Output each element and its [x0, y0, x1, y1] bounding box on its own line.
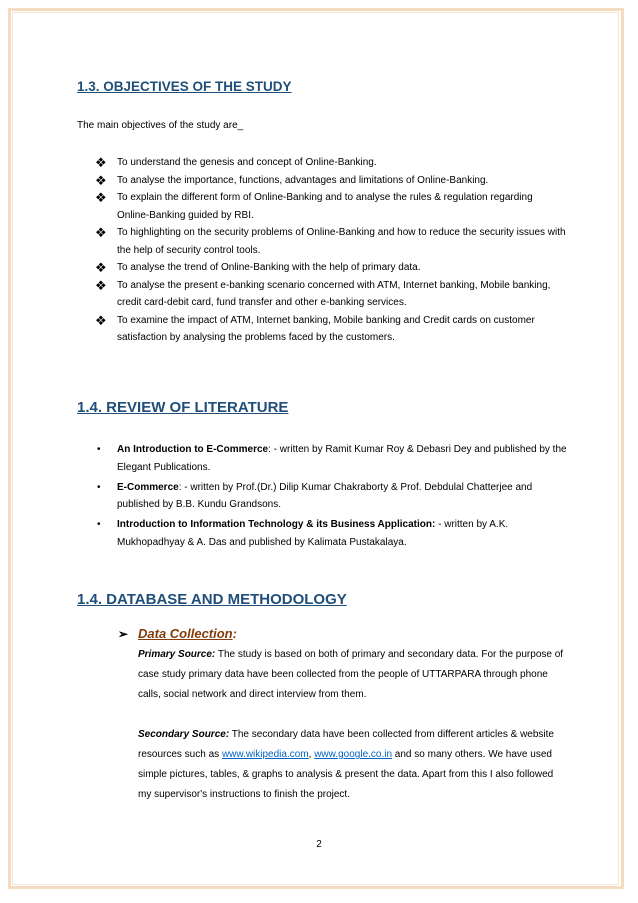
list-item: ❖ To analyse the trend of Online-Banking with the help of primary data. — [95, 260, 421, 275]
data-collection-block — [118, 625, 567, 805]
list-item: • E-Commerce: - written by Prof.(Dr.) Dilip Kumar Chakraborty & Prof. Debdulal Chatterjee and published by B.B. Kundu Grandsons. — [97, 479, 567, 515]
literature-list — [97, 441, 567, 554]
dot-bullet-icon: • — [97, 444, 101, 455]
heading-review-literature: 1.4. REVIEW OF LITERATURE — [77, 399, 289, 416]
list-item: ❖ To highlighting on the security problems of Online-Banking and how to reduce the security issues with the help of security control tools. — [95, 225, 566, 256]
arrow-bullet-icon: ➢ — [118, 627, 129, 641]
list-item: • Introduction to Information Technology & its Business Application: - written by A.K. Mukhopadhyay & A. Das and published by Kalimata Pustakalaya. — [97, 516, 567, 552]
primary-source-paragraph: Primary Source: The study is based on both of primary and secondary data. For the purpose of case study primary data have been collected from the people of UTTARPARA through phone calls, social network and direct interview from them. — [138, 649, 564, 700]
list-item: ❖ To analyse the importance, functions, advantages and limitations of Online-Banking. — [95, 172, 489, 188]
page-number: 2 — [316, 839, 322, 850]
diamond-bullet-icon: ❖ — [95, 277, 107, 293]
objectives-list — [97, 154, 567, 347]
dot-bullet-icon: • — [97, 519, 101, 531]
diamond-bullet-icon: ❖ — [95, 312, 107, 328]
data-collection-title: ➢ Data Collection: — [118, 626, 237, 641]
list-item: ❖ To understand the genesis and concept of Online-Banking. — [95, 155, 377, 170]
heading-objectives: 1.3. OBJECTIVES OF THE STUDY — [77, 79, 292, 94]
diamond-bullet-icon: ❖ — [95, 225, 107, 240]
diamond-bullet-icon: ❖ — [95, 190, 107, 205]
objectives-intro: The main objectives of the study are_ — [77, 120, 244, 131]
heading-database-methodology: 1.4. DATABASE AND METHODOLOGY — [77, 591, 347, 608]
secondary-source-paragraph: Secondary Source: The secondary data have been collected from different articles & website resources such as www.wikipedia.com, www.google.co.in and so many others. We have used simple pictures, tables, & graphs to analysis & present the data. Apart from this I also followed my supervisor's instructions to finish the project. — [138, 729, 554, 800]
list-item: ❖ To explain the different form of Online-Banking and to analyse the rules & regulation regarding Online-Banking guided by RBI. — [95, 190, 533, 221]
list-item: ❖ To analyse the present e-banking scenario concerned with ATM, Internet banking, Mobile banking, credit card-debit card, fund transfer and other e-banking services. — [95, 277, 551, 308]
dot-bullet-icon: • — [97, 481, 101, 493]
diamond-bullet-icon: ❖ — [95, 172, 107, 188]
list-item: • An Introduction to E-Commerce: - written by Ramit Kumar Roy & Debasri Dey and published by the Elegant Publications. — [97, 441, 567, 477]
diamond-bullet-icon: ❖ — [95, 260, 107, 275]
diamond-bullet-icon: ❖ — [95, 155, 107, 170]
wikipedia-link[interactable]: www.wikipedia.com — [221, 749, 309, 760]
google-link[interactable]: www.google.co.in — [314, 749, 393, 760]
list-item: ❖ To examine the impact of ATM, Internet banking, Mobile banking and Credit cards on customer satisfaction by analysing the problems faced by the customers. — [95, 312, 535, 343]
